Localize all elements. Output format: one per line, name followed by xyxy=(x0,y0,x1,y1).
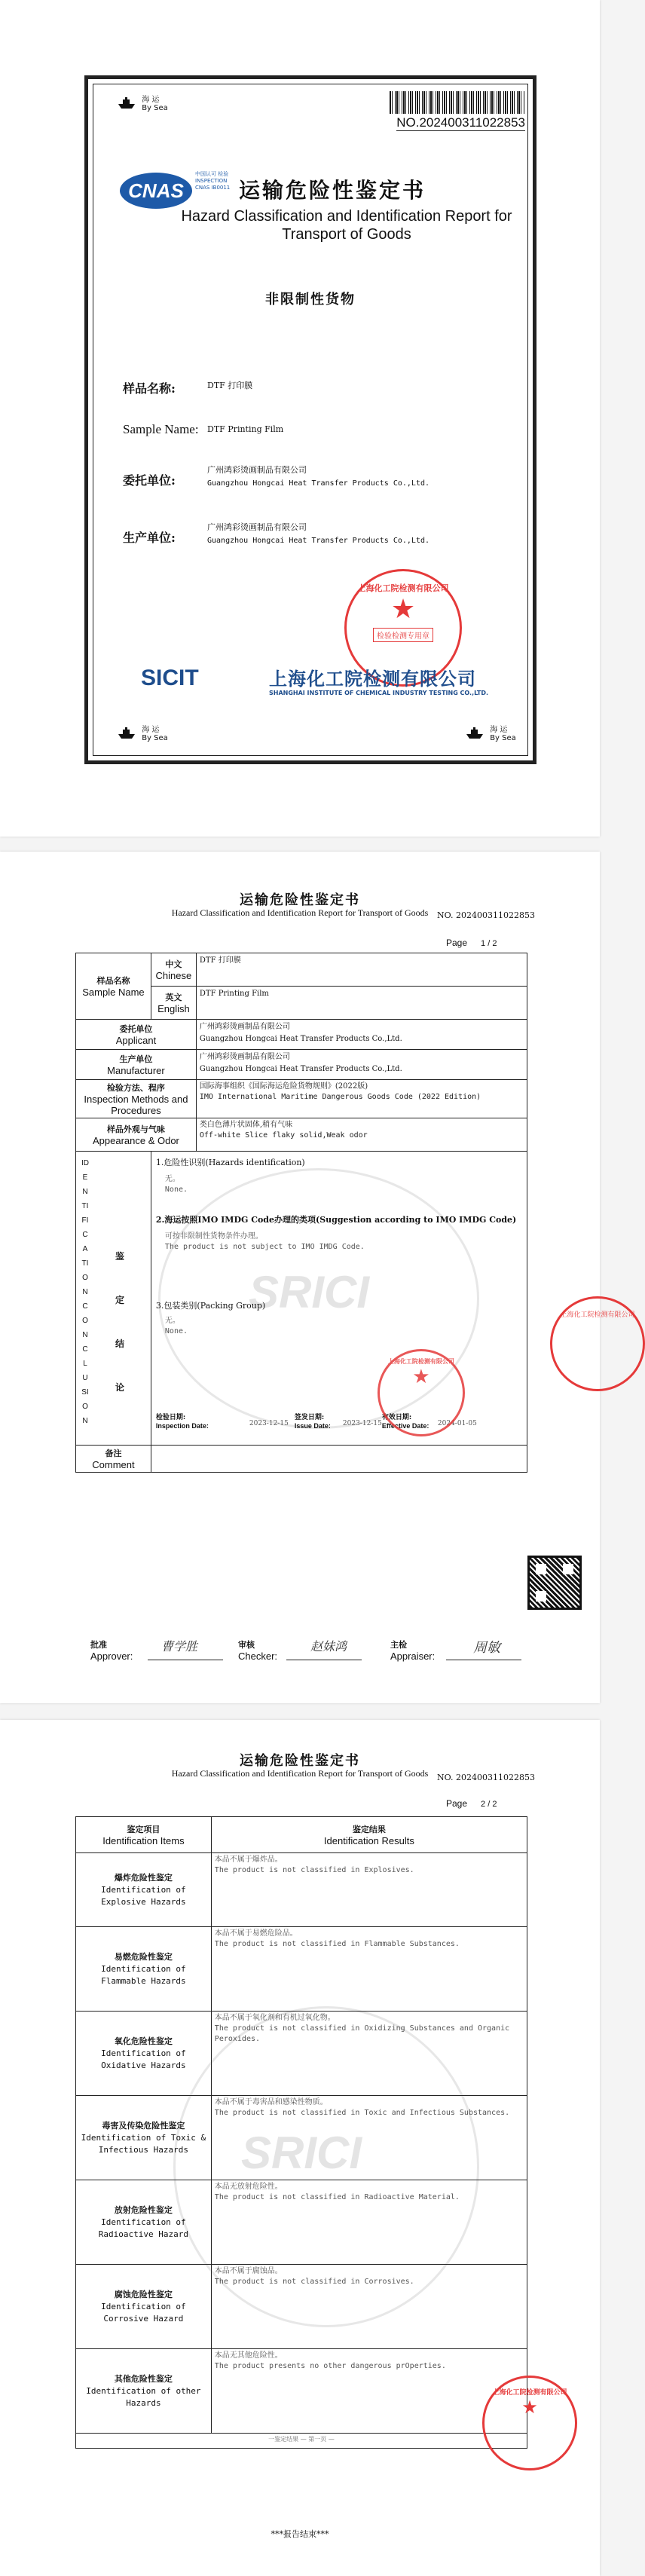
sample-label-en: Sample Name: xyxy=(123,422,199,436)
table-row: 其他危险性鉴定 Identification of other Hazards 本品无其他危险性。 The product presents no other dangerous prOperties. xyxy=(76,2349,527,2434)
producer-value: 广州鸿彩烫画制品有限公司 Guangzhou Hongcai Heat Transfer Products Co.,Ltd. xyxy=(207,522,430,545)
watermark-text: SRICI xyxy=(241,2128,362,2178)
report-title-en: Hazard Classification and Identification Report for Transport of Goods xyxy=(171,907,429,918)
conclusion-side-label: IDENTIFICATION CONCLUSION 鉴定结论 xyxy=(76,1152,151,1446)
table-row: 腐蚀危险性鉴定 Identification of Corrosive Hazard 本品不属于腐蚀品。 The product is not classified in Corrosives. xyxy=(76,2265,527,2349)
edge-seal: 上海化工院检测有限公司 xyxy=(550,1296,645,1391)
star-icon: ★ xyxy=(521,2397,538,2418)
appearance-header: 样品外观与气味 Appearance & Odor xyxy=(76,1118,197,1152)
packing-group-title: 3.包装类别(Packing Group) xyxy=(155,1301,266,1311)
star-icon: ★ xyxy=(412,1366,430,1388)
producer-label: 生产单位: xyxy=(123,531,176,545)
table-row: 爆炸危险性鉴定 Identification of Explosive Hazards 本品不属于爆炸品。 The product is not classified in Explosives. xyxy=(76,1853,527,1927)
report-number: NO. 202400311022853 xyxy=(437,1773,535,1782)
table-footer-note: 一鉴定结果 — 第一页 — xyxy=(76,2434,527,2449)
table-row: 放射危险性鉴定 Identification of Radioactive Hazard 本品无放射危险性。 The product is not classified in Radioactive Material. xyxy=(76,2180,527,2265)
table-row: 氧化危险性鉴定 Identification of Oxidative Hazards 本品不属于氧化剂和有机过氧化物。 The product is not classified in Oxidizing Substances and Organic Peroxides. xyxy=(76,2012,527,2096)
cover-title-cn: 运输危险性鉴定书 xyxy=(239,178,426,203)
inspection-date: 检验日期: Inspection Date: xyxy=(155,1414,209,1430)
method-header: 检验方法、程序 Inspection Methods and Procedures xyxy=(76,1080,197,1118)
table-row: 毒害及传染危险性鉴定 Identification of Toxic & Infectious Hazards 本品不属于毒害品和感染性物质。 The product is not classified in Toxic and Infectious Substances. xyxy=(76,2096,527,2180)
watermark-text: SRICI xyxy=(249,1267,370,1317)
checker-signature: 审核 Checker: xyxy=(238,1640,278,1662)
identification-table: 样品名称 Sample Name 中文 Chinese DTF 打印膜 英文 English DTF Printing Film 委托单位 Applicant 广州鸿彩烫画制品有限公司 Guangzhou Hongcai Heat Transfer Products Co.,Ltd. 生产单位 Manufacturer 广州鸿彩烫画制品有限公司 Guangzhou Hongcai Heat Transfer Products Co.,Ltd. 检验方法、程序 Inspection Methods and Procedures 国际海事组织《国际海运危险货物规则》(2022版) IMO International Maritime Dangerous Goods Code (2022 Edition) 样品外观与气味 Appearance & Odor 类白色薄片状固体,稍有气味 Off-white Slice flaky solid,Weak odor IDENTIFICATION CONCLUSION 鉴定结论 1.危险性识别(Hazards identification) 无。 None. 2.海运按照IMO IMDG Code办理的类项(Suggestion according to IMO IMDG Code) 可按非限制性货物条件办理。 The product is not subject to IMO IMDG Code. 3.包装类别(Packing Group) 无。 None. 检验日期: Inspection Date: 2023-12-15 签发日期: Issue Date: 2023-12-15 有效日期: Effective Date: 2024-01-05 上海化工院检测有限公司 ★ 备注 Comment xyxy=(75,953,527,1473)
effective-date: 有效日期: Effective Date: xyxy=(381,1414,429,1430)
star-icon: ★ xyxy=(390,594,416,625)
sample-value-en: DTF Printing Film xyxy=(207,424,284,434)
col-items-header: 鉴定项目 Identification Items xyxy=(76,1817,212,1853)
report-title-cn: 运输危险性鉴定书 xyxy=(240,892,360,908)
sample-value-cn: DTF 打印膜 xyxy=(207,381,253,390)
sample-name-header: 样品名称 Sample Name xyxy=(76,953,151,1020)
official-seal: 上海化工院检测有限公司 ★ 检验检测专用章 xyxy=(344,569,462,687)
report-page-2 xyxy=(0,1720,600,2576)
manufacturer-value: 广州鸿彩烫画制品有限公司 Guangzhou Hongcai Heat Transfer Products Co.,Ltd. xyxy=(196,1050,527,1080)
col-results-header: 鉴定结果 Identification Results xyxy=(211,1817,527,1853)
method-value: 国际海事组织《国际海运危险货物规则》(2022版) IMO International Maritime Dangerous Goods Code (2022 Edition) xyxy=(196,1080,527,1118)
report-end-note: ***报告结束*** xyxy=(271,2529,329,2539)
applicant-header: 委托单位 Applicant xyxy=(76,1020,197,1050)
sample-chinese-value: DTF 打印膜 xyxy=(196,953,527,987)
comment-value xyxy=(151,1446,527,1473)
report-page-1: 运输危险性鉴定书 Hazard Classification and Identification Report for Transport of Goods NO. 202400311022853 Page 1 / 2 SRICI 样品名称 Sample Name 中文 Chinese DTF 打印膜 英文 English DTF Printing Film 委托单位 Applicant 广州鸿彩烫画制品有限公司 Guangzhou Hongcai Heat Transfer Products Co.,Ltd. 生产单位 Manufacturer 广州鸿彩烫画制品有限公司 Guangzhou Hongcai Heat Transfer Products Co.,Ltd. 检验方法、程序 Inspection Methods and Procedures 国际海事组织《国际海运危险货物规则》(2022版) IMO International Maritime Dangerous Goods Code (2022 Edition) 样品外观与气味 Appearance & Odor 类白色薄片状固体,稍有气味 Off-white Slice flaky solid,Weak odor IDENTIFICATION CONCLUSION 鉴定结论 1.危险性识别(Hazards identification) 无。 None. 2.海运按照IMO IMDG Code办理的类项(Suggestion according to IMO IMDG Code) 可按非限制性货物条件办理。 The product is not subject to IMO IMDG Code. 3.包装类别(Packing Group) 无。 None. 检验日期: Inspection Date: 2023-12-15 签发日期: Issue Date: 2023-12-15 有效日期: Effective Date: 2024-01-05 上海化工院检测有限公司 ★ 备注 Comment 上海化工院检测有限公司 批准 Approver: 曹学胜 审核 Checker: 赵妹鸿 主检 Appraiser: 周敏 xyxy=(0,852,600,1703)
client-value: 广州鸿彩烫画制品有限公司 Guangzhou Hongcai Heat Transfer Products Co.,Ltd. xyxy=(207,465,430,488)
appearance-value: 类白色薄片状固体,稍有气味 Off-white Slice flaky solid,Weak odor xyxy=(196,1118,527,1152)
report-title-en: Hazard Classification and Identification Report for Transport of Goods xyxy=(171,1768,429,1779)
qr-code xyxy=(527,1556,582,1610)
ship-icon xyxy=(117,727,136,742)
by-sea-mark-bottom-left: 海 运 By Sea xyxy=(117,726,168,742)
certificate-number: NO.202400311022853 xyxy=(396,115,525,130)
applicant-value: 广州鸿彩烫画制品有限公司 Guangzhou Hongcai Heat Transfer Products Co.,Ltd. xyxy=(196,1020,527,1050)
cover-title-en: Hazard Classification and Identification Report for Transport of Goods xyxy=(181,208,512,243)
barcode xyxy=(390,91,525,114)
ship-icon xyxy=(465,727,485,742)
cover-page xyxy=(0,0,600,837)
official-seal: 上海化工院检测有限公司 ★ xyxy=(378,1349,465,1436)
institute-logo: SICIT 上海化工院检测有限公司 SHANGHAI INSTITUTE OF CHEMICAL INDUSTRY TESTING CO.,LTD. xyxy=(141,665,489,696)
page-indicator: Page 1 / 2 xyxy=(446,938,497,948)
non-restricted-label: 非限制性货物 xyxy=(265,292,356,307)
sample-label-cn: 样品名称: xyxy=(123,381,176,396)
by-sea-mark-top: 海 运 By Sea xyxy=(117,96,168,112)
ship-icon xyxy=(117,96,136,112)
official-seal: 上海化工院检测有限公司 ★ xyxy=(482,2376,577,2470)
imdg-suggestion-title: 2.海运按照IMO IMDG Code办理的类项(Suggestion according to IMO IMDG Code) xyxy=(155,1215,517,1225)
report-number: NO. 202400311022853 xyxy=(437,910,535,920)
issue-date: 签发日期: Issue Date: xyxy=(294,1414,331,1430)
comment-header: 备注 Comment xyxy=(76,1446,151,1473)
hazards-identification-title: 1.危险性识别(Hazards identification) xyxy=(155,1158,305,1167)
manufacturer-header: 生产单位 Manufacturer xyxy=(76,1050,197,1080)
conclusion-content: 1.危险性识别(Hazards identification) 无。 None. 2.海运按照IMO IMDG Code办理的类项(Suggestion according to IMO IMDG Code) 可按非限制性货物条件办理。 The product is not subject to IMO IMDG Code. 3.包装类别(Packing Group) 无。 None. 检验日期: Inspection Date: 2023-12-15 签发日期: Issue Date: 2023-12-15 有效日期: Effective Date: 2024-01-05 上海化工院检测有限公司 ★ xyxy=(151,1152,527,1446)
report-title-cn: 运输危险性鉴定书 xyxy=(240,1753,360,1769)
appraiser-signature: 主检 Appraiser: xyxy=(390,1640,436,1662)
cnas-logo: CNAS 中国认可 检验 INSPECTION CNAS IB0011 xyxy=(120,170,240,215)
sample-english-value: DTF Printing Film xyxy=(196,987,527,1020)
table-row: 易燃危险性鉴定 Identification of Flammable Hazards 本品不属于易燃危险品。 The product is not classified in Flammable Substances. xyxy=(76,1927,527,2012)
page-indicator: Page 2 / 2 xyxy=(446,1798,497,1809)
by-sea-mark-bottom-right: 海 运 By Sea xyxy=(465,726,516,742)
cover-frame xyxy=(84,75,536,764)
identification-results-table xyxy=(75,1816,527,2449)
approver-signature: 批准 Approver: xyxy=(90,1640,133,1662)
client-label: 委托单位: xyxy=(123,473,176,488)
